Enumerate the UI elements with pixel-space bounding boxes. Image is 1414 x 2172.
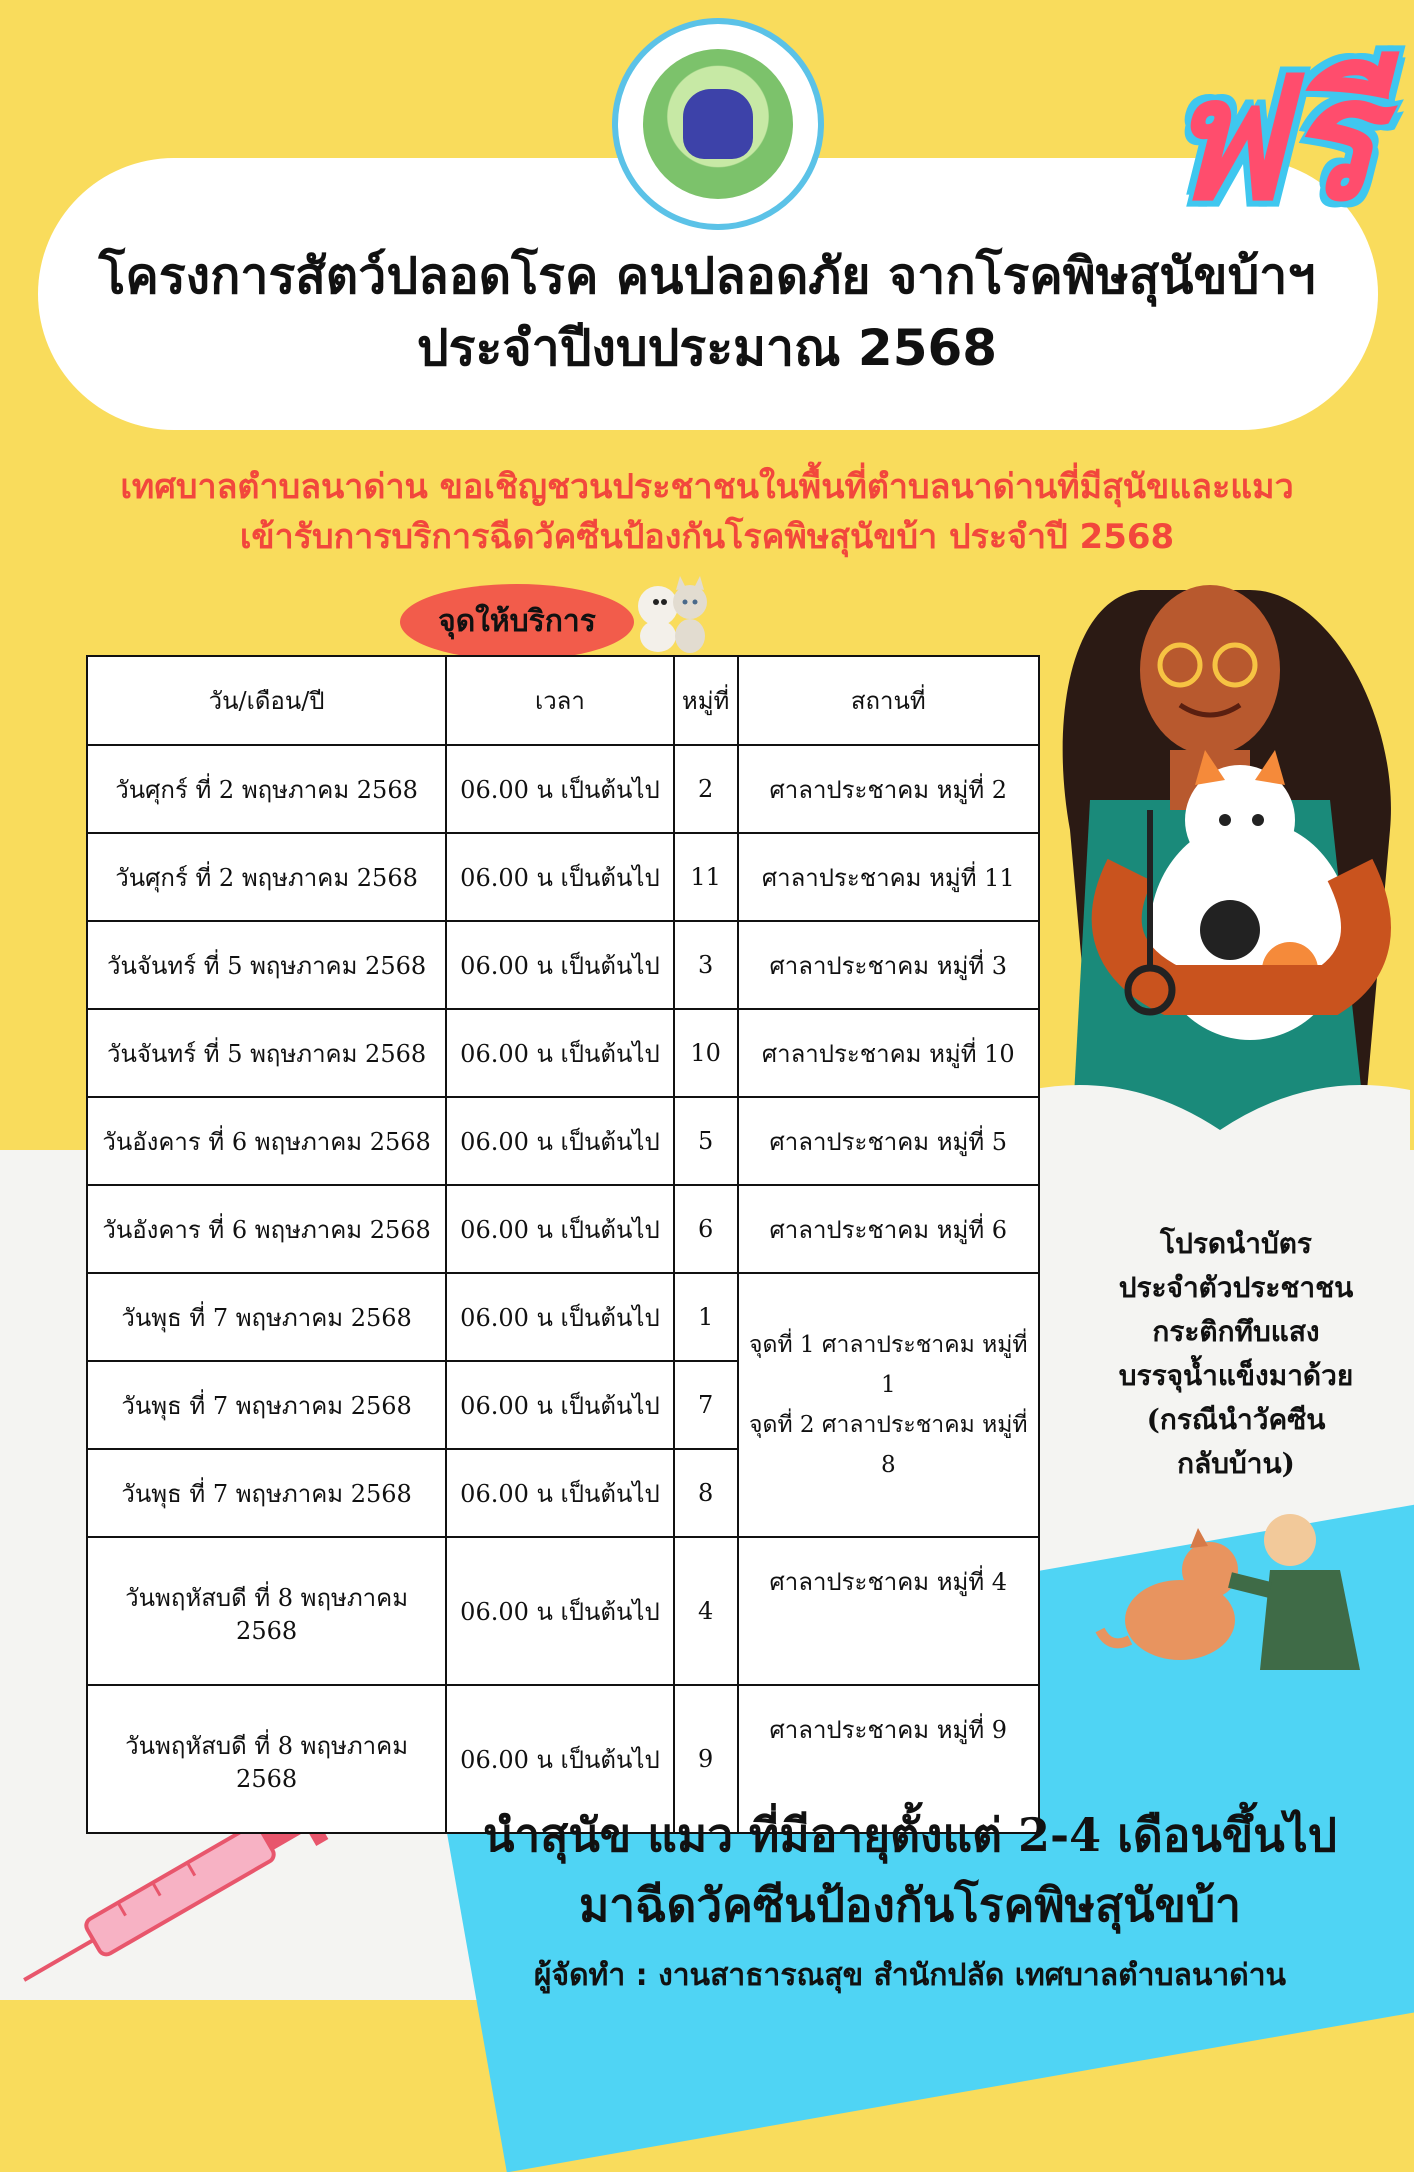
note-line: บรรจุน้ำแข็งมาด้วย (1118, 1359, 1354, 1392)
header-place: สถานที่ (738, 656, 1039, 745)
cell-date: วันศุกร์ ที่ 2 พฤษภาคม 2568 (87, 745, 446, 833)
cell-place: ศาลาประชาคม หมู่ที่ 9 (738, 1685, 1039, 1833)
cell-time: 06.00 น เป็นต้นไป (446, 1273, 674, 1361)
cell-date: วันจันทร์ ที่ 5 พฤษภาคม 2568 (87, 1009, 446, 1097)
note-line: กลับบ้าน) (1177, 1447, 1295, 1480)
cell-date: วันอังคาร ที่ 6 พฤษภาคม 2568 (87, 1185, 446, 1273)
cell-time: 06.00 น เป็นต้นไป (446, 745, 674, 833)
woman-with-dog-icon (1090, 1500, 1390, 1680)
invitation-text (0, 462, 1414, 562)
bring-items-note (1108, 1222, 1364, 1486)
cell-date: วันพุธ ที่ 7 พฤษภาคม 2568 (87, 1361, 446, 1449)
vet-holding-cat-icon (1030, 570, 1410, 1170)
cell-date: วันศุกร์ ที่ 2 พฤษภาคม 2568 (87, 833, 446, 921)
cell-time: 06.00 น เป็นต้นไป (446, 921, 674, 1009)
table-row (87, 1009, 1039, 1097)
cell-moo: 5 (674, 1097, 738, 1185)
cell-time: 06.00 น เป็นต้นไป (446, 1361, 674, 1449)
free-badge: ฟรี (1164, 41, 1376, 239)
table-header-row (87, 656, 1039, 745)
table-row (87, 833, 1039, 921)
cell-moo: 10 (674, 1009, 738, 1097)
cell-place: ศาลาประชาคม หมู่ที่ 11 (738, 833, 1039, 921)
cell-date: วันพฤหัสบดี ที่ 8 พฤษภาคม 2568 (87, 1537, 446, 1685)
cell-moo: 2 (674, 745, 738, 833)
table-row (87, 745, 1039, 833)
bottom-line-1: นำสุนัข แมว ที่มีอายุตั้งแต่ 2-4 เดือนขึ้นไป (482, 1808, 1337, 1862)
cell-time: 06.00 น เป็นต้นไป (446, 1537, 674, 1685)
cell-place: ศาลาประชาคม หมู่ที่ 3 (738, 921, 1039, 1009)
cell-date: วันพฤหัสบดี ที่ 8 พฤษภาคม 2568 (87, 1685, 446, 1833)
cell-moo: 8 (674, 1449, 738, 1537)
cell-place: ศาลาประชาคม หมู่ที่ 5 (738, 1097, 1039, 1185)
cell-moo: 11 (674, 833, 738, 921)
bottom-line-2: มาฉีดวัคซีนป้องกันโรคพิษสุนัขบ้า (578, 1878, 1242, 1932)
cell-date: วันอังคาร ที่ 6 พฤษภาคม 2568 (87, 1097, 446, 1185)
table-row (87, 921, 1039, 1009)
title-line-2: ประจำปีงบประมาณ 2568 (416, 319, 998, 377)
cell-time: 06.00 น เป็นต้นไป (446, 1097, 674, 1185)
merged-place-line-1: จุดที่ 1 ศาลาประชาคม หมู่ที่ 1 (749, 1332, 1028, 1398)
invitation-line-2: เข้ารับการบริการฉีดวัคซีนป้องกันโรคพิษสุนัขบ้า ประจำปี 2568 (239, 517, 1175, 557)
cell-moo: 3 (674, 921, 738, 1009)
schedule-table (86, 655, 1040, 1834)
service-point-label: จุดให้บริการ (400, 584, 634, 660)
page-title (0, 240, 1414, 384)
table-row (87, 1273, 1039, 1361)
note-line: โปรดนำบัตร (1160, 1227, 1312, 1260)
cell-time: 06.00 น เป็นต้นไป (446, 1009, 674, 1097)
cell-moo: 6 (674, 1185, 738, 1273)
header-date: วัน/เดือน/ปี (87, 656, 446, 745)
cell-place: ศาลาประชาคม หมู่ที่ 6 (738, 1185, 1039, 1273)
table-row (87, 1537, 1039, 1685)
note-line: (กรณีนำวัคซีน (1146, 1403, 1326, 1436)
municipality-seal-icon (612, 18, 824, 230)
note-line: ประจำตัวประชาชน (1118, 1271, 1354, 1304)
table-row (87, 1185, 1039, 1273)
cell-time: 06.00 น เป็นต้นไป (446, 833, 674, 921)
title-line-1: โครงการสัตว์ปลอดโรค คนปลอดภัย จากโรคพิษสุนัขบ้าฯ (98, 247, 1316, 305)
puppy-kitten-icon (628, 566, 718, 656)
cell-time: 06.00 น เป็นต้นไป (446, 1185, 674, 1273)
cell-date: วันพุธ ที่ 7 พฤษภาคม 2568 (87, 1273, 446, 1361)
cell-place: ศาลาประชาคม หมู่ที่ 10 (738, 1009, 1039, 1097)
cell-moo: 1 (674, 1273, 738, 1361)
cell-time: 06.00 น เป็นต้นไป (446, 1685, 674, 1833)
header-moo: หมู่ที่ (674, 656, 738, 745)
invitation-line-1: เทศบาลตำบลนาด่าน ขอเชิญชวนประชาชนในพื้นที่ตำบลนาด่านที่มีสุนัขและแมว (120, 467, 1294, 507)
table-row (87, 1097, 1039, 1185)
cell-moo: 7 (674, 1361, 738, 1449)
note-line: กระติกทึบแสง (1152, 1315, 1320, 1348)
cell-place: ศาลาประชาคม หมู่ที่ 4 (738, 1537, 1039, 1685)
cell-moo: 4 (674, 1537, 738, 1685)
merged-place-line-2: จุดที่ 2 ศาลาประชาคม หมู่ที่ 8 (749, 1412, 1028, 1478)
cell-date: วันพุธ ที่ 7 พฤษภาคม 2568 (87, 1449, 446, 1537)
cell-time: 06.00 น เป็นต้นไป (446, 1449, 674, 1537)
header-time: เวลา (446, 656, 674, 745)
cell-date: วันจันทร์ ที่ 5 พฤษภาคม 2568 (87, 921, 446, 1009)
cell-moo: 9 (674, 1685, 738, 1833)
cell-place: ศาลาประชาคม หมู่ที่ 2 (738, 745, 1039, 833)
cell-place-merged (738, 1273, 1039, 1537)
organizer-credit: ผู้จัดทำ : งานสาธารณสุข สำนักปลัด เทศบาลตำบลนาด่าน (533, 1958, 1287, 1993)
bring-pets-message (440, 1800, 1380, 1940)
